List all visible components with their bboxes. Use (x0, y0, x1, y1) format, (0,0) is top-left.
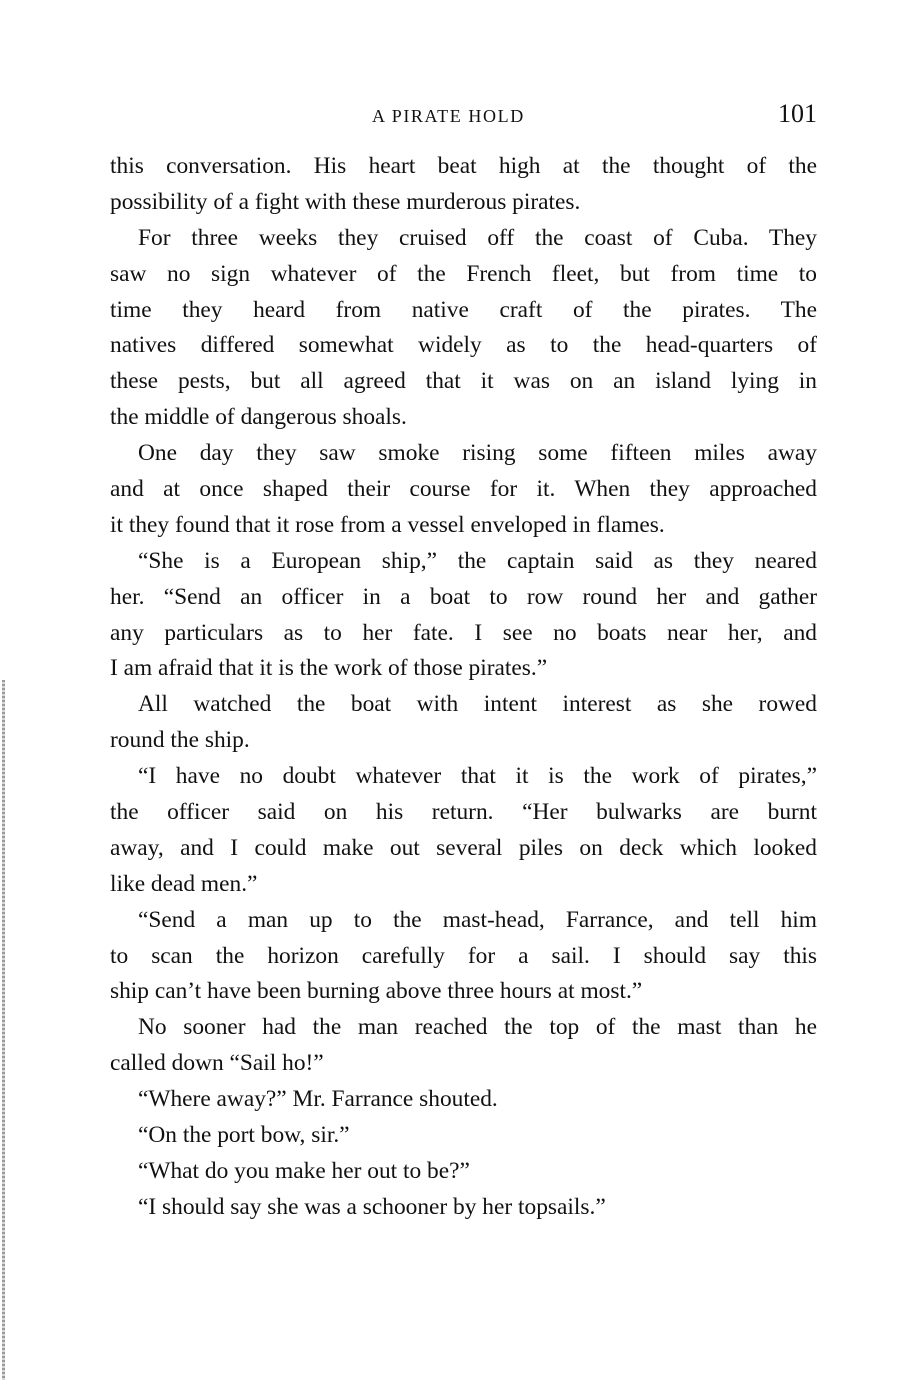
text-line: No sooner had the man reached the top of the mast than he (138, 1014, 817, 1041)
text-line: “What do you make her out to be?” (138, 1157, 470, 1184)
text-line: round the ship. (110, 727, 250, 754)
text-line: “I should say she was a schooner by her topsails.” (138, 1193, 606, 1220)
text-line: “She is a European ship,” the captain said as they neared (138, 547, 817, 574)
text-line: to scan the horizon carefully for a sail. I should say this (110, 942, 817, 969)
text-line: her. “Send an officer in a boat to row round her and gather (110, 583, 817, 610)
text-line: called down “Sail ho!” (110, 1050, 324, 1077)
text-line: the officer said on his return. “Her bulwarks are burnt (110, 799, 817, 826)
text-line: One day they saw smoke rising some fifteen miles away (138, 440, 817, 467)
text-line: “On the port bow, sir.” (138, 1122, 350, 1149)
text-line: like dead men.” (110, 870, 258, 897)
text-line: possibility of a fight with these murderous pirates. (110, 188, 581, 215)
binding-edge (2, 680, 5, 1380)
text-line: saw no sign whatever of the French fleet, but from time to (110, 260, 817, 287)
text-line: “Send a man up to the mast-head, Farrance, and tell him (138, 906, 817, 933)
text-line: time they heard from native craft of the pirates. The (110, 296, 817, 323)
text-line: the middle of dangerous shoals. (110, 404, 407, 431)
body-text (110, 149, 817, 1226)
text-line: natives differed somewhat widely as to the head-quarters of (110, 332, 817, 359)
text-line: For three weeks they cruised off the coast of Cuba. They (138, 224, 817, 251)
text-line: “Where away?” Mr. Farrance shouted. (138, 1086, 498, 1113)
running-title: A PIRATE HOLD (372, 106, 525, 126)
page-number: 101 (778, 99, 817, 128)
text-line: and at once shaped their course for it. When they approached (110, 476, 817, 503)
text-line: “I have no doubt whatever that it is the work of pirates,” (138, 763, 817, 790)
text-line: it they found that it rose from a vessel enveloped in flames. (110, 511, 665, 538)
text-line: any particulars as to her fate. I see no boats near her, and (110, 619, 817, 646)
text-line: this conversation. His heart beat high at the thought of the (110, 153, 817, 179)
text-line: All watched the boat with intent interest as she rowed (138, 691, 817, 718)
text-line: away, and I could make out several piles on deck which looked (110, 834, 817, 861)
text-line: these pests, but all agreed that it was on an island lying in (110, 368, 817, 395)
text-line: ship can’t have been burning above three hours at most.” (110, 978, 643, 1005)
text-line: I am afraid that it is the work of those pirates.” (110, 655, 548, 682)
